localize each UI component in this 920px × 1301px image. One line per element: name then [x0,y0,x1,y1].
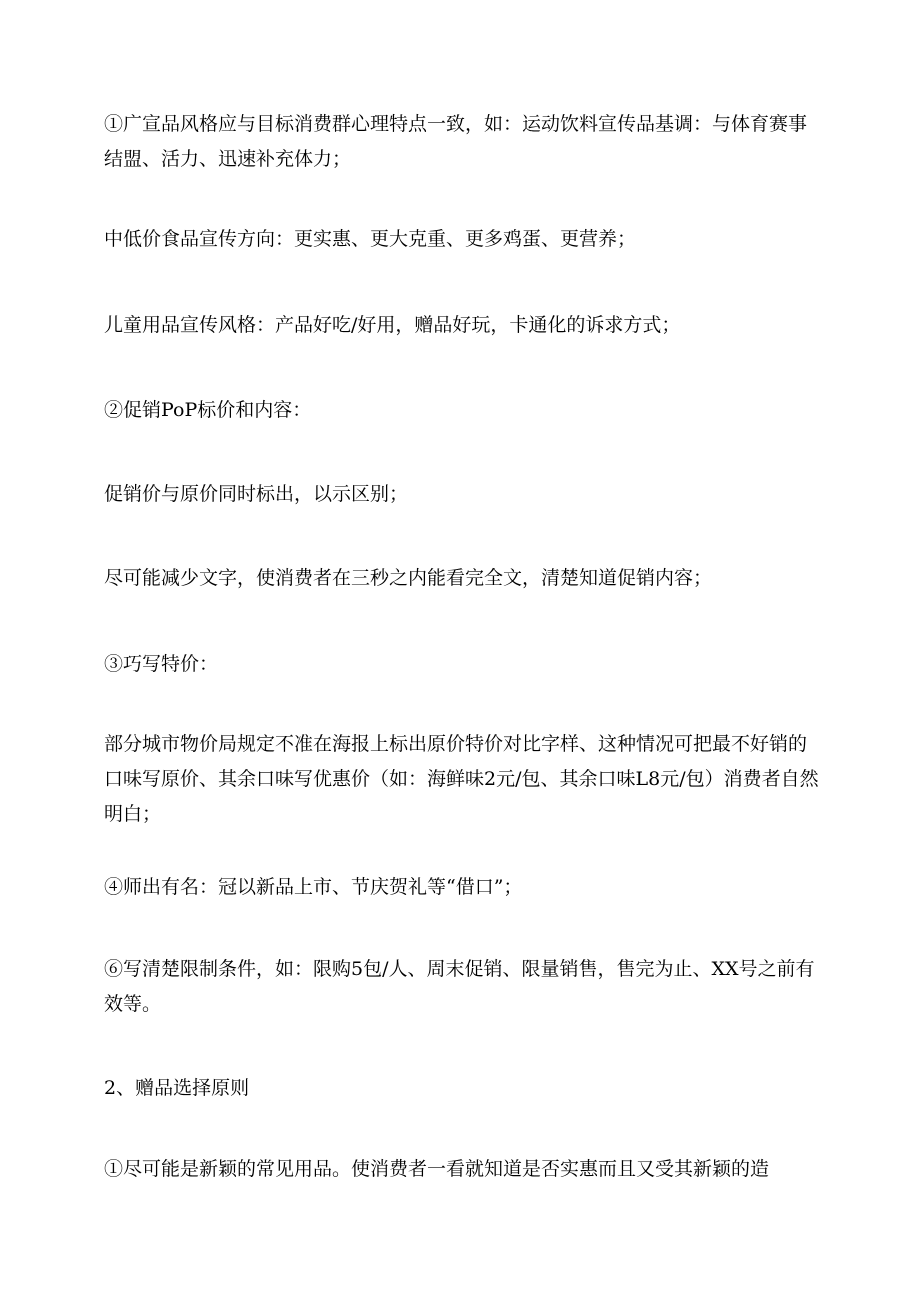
paragraph-children-products: 儿童用品宣传风格：产品好吃/好用，赠品好玩，卡通化的诉求方式； [104,314,681,336]
paragraph-price-regulation: 部分城市物价局规定不准在海报上标出原价特价对比字样、这种情况可把最不好销的口味写原价、其余口味写优惠价（如：海鲜味2元/包、其余口味L8元/包）消费者自然明白； [104,733,819,825]
paragraph-pop-heading: ②促销PoP标价和内容： [104,399,312,421]
paragraph-reason-naming: ④师出有名：冠以新品上市、节庆贺礼等“借口”； [104,876,523,898]
paragraph-restrictions: ⑥写清楚限制条件，如：限购5包/人、周末促销、限量销售，售完为止、XX号之前有效等。 [104,958,815,1015]
paragraph-low-price-food: 中低价食品宣传方向：更实惠、更大克重、更多鸡蛋、更营养； [104,228,637,250]
paragraph-reduce-text: 尽可能减少文字，使消费者在三秒之内能看完全文，清楚知道促销内容； [104,567,713,589]
paragraph-special-price-heading: ③巧写特价： [104,653,219,675]
paragraph-gift-novelty: ①尽可能是新颖的常见用品。使消费者一看就知道是否实惠而且又受其新颖的造 [104,1158,770,1180]
paragraph-price-marking: 促销价与原价同时标出，以示区别； [104,483,409,505]
paragraph-promo-style: ①广宣品风格应与目标消费群心理特点一致，如：运动饮料宣传品基调：与体育赛事结盟、活力、迅速补充体力； [104,113,808,170]
section-heading-gift-selection: 2、赠品选择原则 [104,1077,250,1099]
